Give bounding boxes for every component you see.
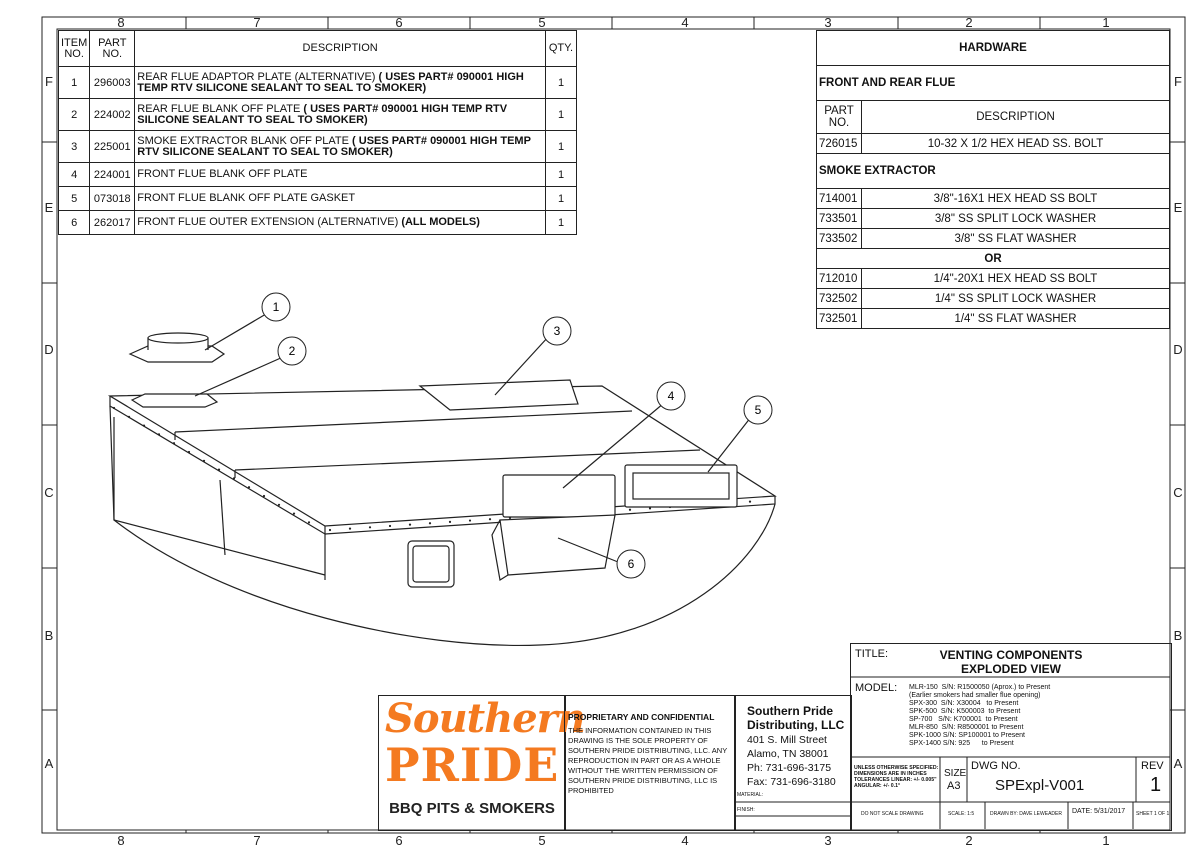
dwg-no-label: DWG NO. (971, 760, 1021, 772)
balloon (657, 382, 685, 410)
item-no: 4 (59, 163, 90, 187)
zone-label-top: 5 (538, 15, 546, 30)
qty: 1 (546, 99, 577, 131)
item-no: 3 (59, 131, 90, 163)
balloon (543, 317, 571, 345)
hardware-table (816, 30, 1170, 329)
col-item-no: ITEM NO. (59, 31, 90, 67)
rivet (349, 528, 351, 530)
company-address (734, 695, 852, 831)
balloon (744, 396, 772, 424)
hw-part-no: 733502 (817, 229, 862, 249)
qty: 1 (546, 163, 577, 187)
zone-label-right: F (1174, 74, 1182, 89)
hw-description: 1/4"-20X1 HEX HEAD SS BOLT (862, 269, 1170, 289)
rivet (469, 519, 471, 521)
rivet (248, 486, 250, 488)
rivet (218, 469, 220, 471)
desc-note: ( USES PART# 090001 HIGH TEMP RTV SILICONE SEALANT TO SEAL TO SMOKER) (137, 102, 508, 126)
zone-label-right: C (1173, 485, 1183, 500)
col-qty: QTY. (546, 31, 577, 67)
model-line: SPK-500 S/N: K500003 to Present (909, 708, 1021, 715)
balloon-number: 6 (627, 557, 635, 571)
desc-note: ( USES PART# 090001 HIGH TEMP RTV SILICONE SEALANT TO SEAL TO SMOKER) (137, 70, 524, 94)
or-label: OR (817, 249, 1170, 269)
rivet (143, 425, 145, 427)
smoke-extractor-heading: SMOKE EXTRACTOR (817, 154, 1170, 189)
company-name-2: Distributing, LLC (747, 718, 845, 732)
rivet (308, 521, 310, 523)
hw-description: 1/4" SS SPLIT LOCK WASHER (862, 289, 1170, 309)
rivet (329, 529, 331, 531)
desc-text: REAR FLUE BLANK OFF PLATE (137, 102, 304, 115)
part-description (135, 187, 546, 211)
zone-label-right: A (1173, 756, 1183, 771)
proprietary-body: THE INFORMATION CONTAINED IN THIS DRAWING IS THE SOLE PROPERTY OF SOUTHERN PRIDE DISTRIBUTING, LLC. ANY REPRODUCTION IN PART OR AS A WHOLE WITHOUT THE WRITTEN PERMISSION OF SOUTHERN PRIDE DISTRIBUTING, LLC IS PROHIBITED (568, 726, 728, 795)
zone-label-bottom: 5 (538, 833, 546, 848)
item-no: 1 (59, 67, 90, 99)
zone-label-top: 1 (1102, 15, 1110, 30)
part-no: 224001 (90, 163, 135, 187)
rivet (188, 451, 190, 453)
hardware-title: HARDWARE (817, 31, 1170, 66)
model-line: MLR-150 S/N: R1500050 (Aprox.) to Present (909, 684, 1051, 691)
rivet (449, 521, 451, 523)
zone-label-top: 3 (824, 15, 832, 30)
hw-part-no: 712010 (817, 269, 862, 289)
part-description (135, 99, 546, 131)
part-description (135, 67, 546, 99)
zone-label-left: C (44, 485, 54, 500)
drawn-by: DRAWN BY: DAVE LEWEADER (990, 811, 1062, 817)
rev-label: REV (1141, 760, 1164, 772)
desc-note: ( USES PART# 090001 HIGH TEMP RTV SILICONE SEALANT TO SEAL TO SMOKER) (137, 134, 531, 158)
proprietary-heading: PROPRIETARY AND CONFIDENTIAL (568, 712, 715, 722)
hw-description: 1/4" SS FLAT WASHER (862, 309, 1170, 329)
company-phone: Ph: 731-696-3175 (747, 762, 832, 774)
model-list (909, 684, 1169, 748)
rivet (278, 504, 280, 506)
drawing-date: DATE: 5/31/2017 (1072, 808, 1126, 815)
hardware-row (817, 289, 1170, 309)
rivet (293, 513, 295, 515)
zone-label-left: D (44, 342, 54, 357)
company-city: Alamo, TN 38001 (747, 748, 829, 760)
part-no: 073018 (90, 187, 135, 211)
hw-description: 3/8" SS FLAT WASHER (862, 229, 1170, 249)
zone-label-right: D (1173, 342, 1183, 357)
hw-part-no: 726015 (817, 134, 862, 154)
part-description (135, 163, 546, 187)
logo-pride-text: PRIDE (385, 738, 560, 792)
size-label: SIZE (944, 768, 967, 779)
zone-label-top: 6 (395, 15, 403, 30)
parts-list-table (58, 30, 577, 235)
balloon-number: 2 (288, 344, 296, 358)
desc-text: FRONT FLUE BLANK OFF PLATE (137, 168, 308, 180)
zone-label-bottom: 8 (117, 833, 125, 848)
title-block (850, 643, 1172, 831)
title-label: TITLE: (855, 648, 889, 660)
company-street: 401 S. Mill Street (747, 734, 827, 746)
hw-description: 3/8" SS SPLIT LOCK WASHER (862, 209, 1170, 229)
hardware-row (817, 269, 1170, 289)
hw-part-no: 733501 (817, 209, 862, 229)
zone-label-left: F (45, 74, 53, 89)
rivet (233, 477, 235, 479)
rivet (158, 433, 160, 435)
proprietary-notice (564, 695, 736, 831)
rivet (113, 407, 115, 409)
zone-label-bottom: 3 (824, 833, 832, 848)
hardware-row (817, 309, 1170, 329)
rivet (629, 509, 631, 511)
parts-row (59, 131, 577, 163)
drawing-title-2: EXPLODED VIEW (960, 662, 1061, 676)
company-fax: Fax: 731-696-3180 (747, 776, 836, 788)
zone-label-top: 8 (117, 15, 125, 30)
tolerance-note: UNLESS OTHERWISE SPECIFIED: DIMENSIONS ARE IN INCHES TOLERANCES LINEAR: +/- 0.005" ANGULAR: +/- 0.1° (854, 765, 939, 789)
zone-label-top: 2 (965, 15, 973, 30)
desc-note: (ALL MODELS) (401, 216, 480, 228)
item-no: 6 (59, 211, 90, 235)
model-line: MLR-850 S/N: R8500001 to Present (909, 724, 1024, 731)
part-no: 296003 (90, 67, 135, 99)
item-no: 2 (59, 99, 90, 131)
qty: 1 (546, 67, 577, 99)
hw-description: 10-32 X 1/2 HEX HEAD SS. BOLT (862, 134, 1170, 154)
col-part-no: PART NO. (90, 31, 135, 67)
logo-tagline: BBQ PITS & SMOKERS (389, 800, 555, 817)
hardware-row (817, 229, 1170, 249)
zone-label-right: E (1173, 200, 1183, 215)
model-line: SPX-300 S/N: X30004 to Present (909, 700, 1019, 707)
model-line: (Earlier smokers had smaller flue opening) (909, 692, 1041, 699)
part-no: 225001 (90, 131, 135, 163)
balloon (617, 550, 645, 578)
rivet (429, 522, 431, 524)
rev-value: 1 (1150, 774, 1162, 796)
hw-part-no: 732501 (817, 309, 862, 329)
desc-text: FRONT FLUE BLANK OFF PLATE GASKET (137, 192, 356, 204)
scale-note: SCALE: 1:5 (948, 811, 975, 817)
rivet (389, 525, 391, 527)
zone-label-bottom: 7 (253, 833, 261, 848)
hw-description: 3/8"-16X1 HEX HEAD SS BOLT (862, 189, 1170, 209)
company-logo (378, 695, 585, 831)
model-line: SPX-1400 S/N: 925 to Present (909, 740, 1014, 747)
zone-label-left: A (44, 756, 54, 771)
parts-row (59, 163, 577, 187)
parts-row (59, 99, 577, 131)
logo-southern-text: Southern (385, 695, 585, 742)
model-label: MODEL: (855, 682, 898, 694)
balloon-number: 5 (754, 403, 762, 417)
model-line: SPK-1000 S/N: SP100001 to Present (909, 732, 1025, 739)
balloon-number: 1 (272, 300, 280, 314)
company-name-1: Southern Pride (747, 704, 834, 718)
rivet (263, 495, 265, 497)
part-no: 262017 (90, 211, 135, 235)
zone-label-bottom: 2 (965, 833, 973, 848)
zone-label-bottom: 4 (681, 833, 689, 848)
balloon (262, 293, 290, 321)
qty: 1 (546, 131, 577, 163)
part-no: 224002 (90, 99, 135, 131)
model-line: SP-700 S/N: K700001 to Present (909, 716, 1018, 723)
rivet (128, 416, 130, 418)
hardware-row (817, 134, 1170, 154)
rivet (749, 501, 751, 503)
rivet (203, 460, 205, 462)
parts-row (59, 67, 577, 99)
parts-row (59, 211, 577, 235)
sheet-number: SHEET 1 OF 1 (1136, 811, 1170, 817)
zone-label-top: 4 (681, 15, 689, 30)
hardware-row (817, 189, 1170, 209)
no-scale-note: DO NOT SCALE DRAWING (861, 811, 924, 817)
part-description (135, 131, 546, 163)
rivet (369, 526, 371, 528)
balloon-number: 4 (667, 389, 675, 403)
parts-row (59, 187, 577, 211)
hw-part-no: 732502 (817, 289, 862, 309)
zone-label-left: E (44, 200, 54, 215)
rivet (409, 524, 411, 526)
finish-label: FINISH: (737, 807, 755, 813)
hw-col-part: PART NO. (817, 101, 862, 134)
qty: 1 (546, 187, 577, 211)
front-rear-flue-heading: FRONT AND REAR FLUE (817, 66, 1170, 101)
zone-label-left: B (44, 628, 54, 643)
rivet (489, 518, 491, 520)
rivet (649, 507, 651, 509)
balloon-number: 3 (553, 324, 561, 338)
zone-label-top: 7 (253, 15, 261, 30)
hw-part-no: 714001 (817, 189, 862, 209)
hardware-row (817, 209, 1170, 229)
size-value: A3 (947, 780, 961, 792)
hw-col-desc: DESCRIPTION (862, 101, 1170, 134)
dwg-no-value: SPExpl-V001 (995, 777, 1085, 794)
desc-text: SMOKE EXTRACTOR BLANK OFF PLATE (137, 134, 353, 147)
balloon (278, 337, 306, 365)
desc-text: REAR FLUE ADAPTOR PLATE (ALTERNATIVE) (137, 70, 379, 83)
drawing-title-1: VENTING COMPONENTS (939, 648, 1083, 662)
item-no: 5 (59, 187, 90, 211)
qty: 1 (546, 211, 577, 235)
smoker-lid-drawing (110, 314, 775, 645)
zone-label-bottom: 6 (395, 833, 403, 848)
desc-text: FRONT FLUE OUTER EXTENSION (ALTERNATIVE) (137, 216, 402, 228)
rivet (173, 442, 175, 444)
col-description: DESCRIPTION (135, 31, 546, 67)
part-description (135, 211, 546, 235)
material-label: MATERIAL: (737, 792, 764, 798)
zone-label-right: B (1173, 628, 1183, 643)
zone-label-bottom: 1 (1102, 833, 1110, 848)
